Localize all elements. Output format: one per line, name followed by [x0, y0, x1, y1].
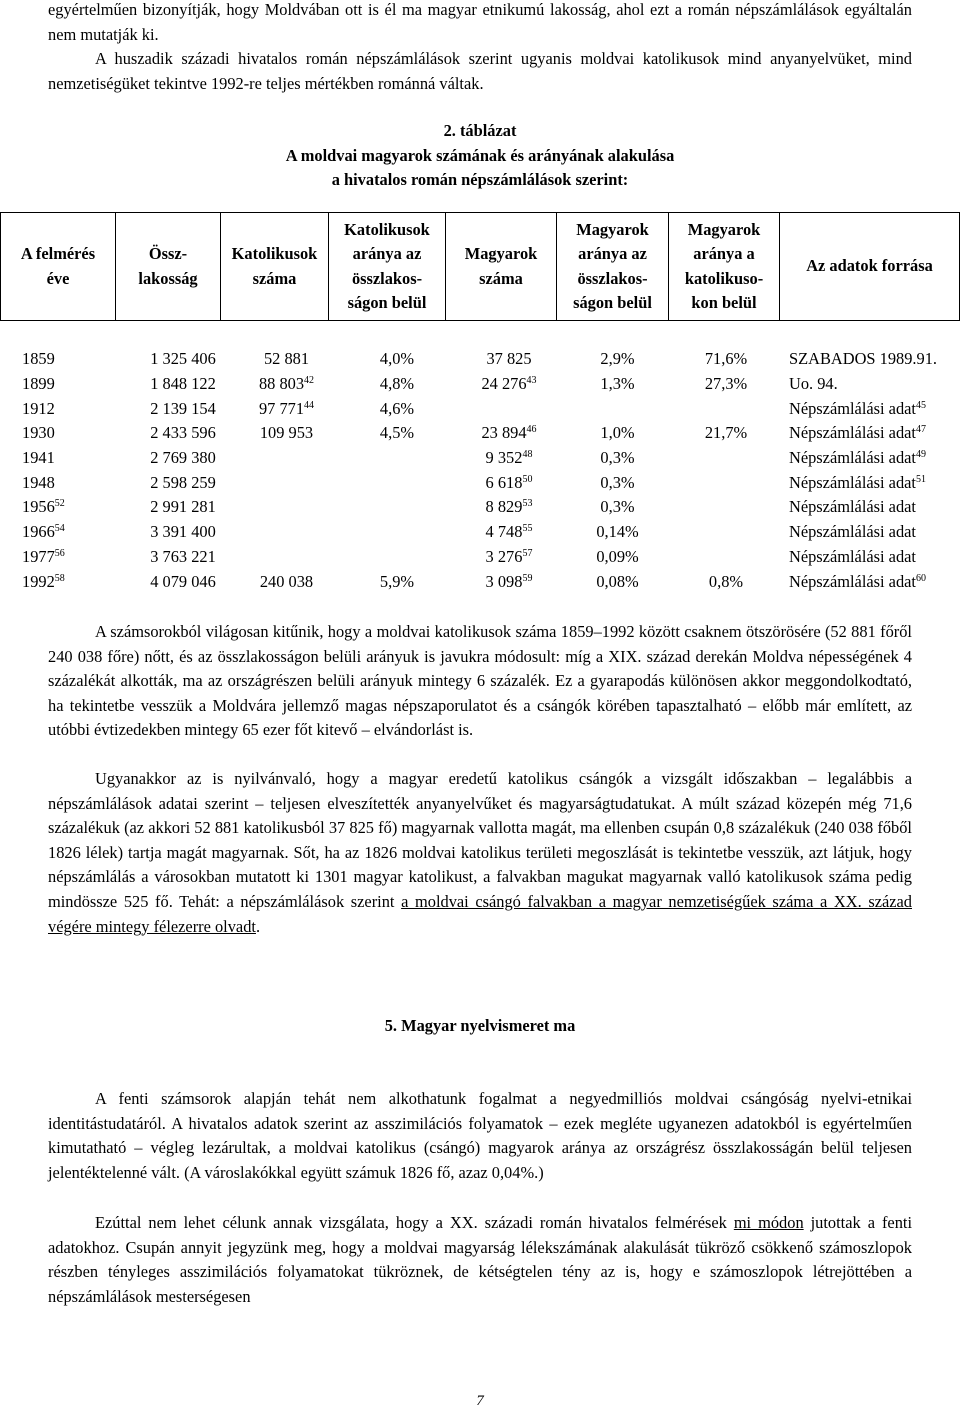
cell-population-value: 3 391 400 — [150, 522, 216, 542]
cell-hungarians-count — [455, 569, 563, 594]
cell-source-value: Népszámlálási adat — [789, 472, 916, 492]
cell-catholics-ratio — [339, 421, 455, 446]
cell-source — [780, 347, 960, 372]
cell-hungarians-count — [455, 372, 563, 397]
footnote-ref: 42 — [304, 375, 315, 387]
cell-year — [0, 347, 132, 372]
cell-hungarians-ratio — [563, 495, 672, 520]
footnote-ref: 58 — [54, 572, 65, 584]
cell-population — [132, 421, 234, 446]
cell-year-value: 1977 — [22, 546, 55, 566]
cell-source-value: Népszámlálási adat — [789, 571, 916, 591]
section-paragraph-1: A fenti számsorok alapján tehát nem alkothatunk fogalmat a negyedmilliós moldvai csángóság nyelvi-etnikai identitástudatáról. A hivatalos adatok szerint az asszimilációs folyamatok – ezek megléte ugyanezen adatokból is egyértelműen kimutatható – végleg lezárultak, a moldvai katolikus (csángó) magyarok aránya az országrész összlakosságán belül teljesen jelentéktelenné vált. (A városlakókkal együtt számuk 1826 fő, azaz 0,04%.) — [48, 1089, 912, 1182]
cell-hungarians-catholic-ratio — [672, 569, 780, 594]
cell-hungarians-catholic-ratio — [672, 520, 780, 545]
cell-year-value: 1859 — [22, 349, 55, 369]
table-row — [0, 495, 960, 520]
cell-hungarians-ratio — [563, 446, 672, 471]
cell-source — [780, 421, 960, 446]
cell-hungarians-ratio-value: 0,3% — [600, 448, 635, 468]
table-body — [0, 347, 960, 594]
cell-hungarians-count — [455, 495, 563, 520]
footnote-ref: 46 — [526, 424, 537, 436]
table-row — [0, 421, 960, 446]
header-survey-year: A felmérés éve — [1, 213, 116, 321]
header-hungarians-ratio: Magyarok aránya az összlakos- ságon belül — [557, 213, 669, 321]
cell-population-value: 1 848 122 — [150, 374, 216, 394]
cell-year-value: 1948 — [22, 472, 55, 492]
cell-hungarians-catholic-ratio — [672, 421, 780, 446]
cell-hungarians-ratio-value: 0,14% — [596, 522, 639, 542]
table-number: 2. táblázat — [443, 121, 517, 140]
cell-catholics-ratio-value: 4,6% — [379, 398, 415, 418]
cell-year — [0, 520, 132, 545]
cell-hungarians-count-value: 8 829 — [485, 497, 523, 517]
cell-hungarians-count-value: 23 894 — [481, 423, 527, 443]
cell-hungarians-count-value: 3 098 — [485, 571, 523, 591]
cell-hungarians-count — [455, 545, 563, 570]
body-paragraph-2-end: . — [255, 916, 261, 936]
cell-hungarians-count — [455, 421, 563, 446]
cell-catholics-ratio — [339, 545, 455, 570]
footnote-ref: 56 — [54, 547, 65, 559]
cell-year — [0, 470, 132, 495]
cell-source — [780, 520, 960, 545]
footnote-ref: 59 — [522, 572, 533, 584]
cell-catholics-ratio — [339, 569, 455, 594]
cell-hungarians-count — [455, 347, 563, 372]
intro-paragraph-1: egyértelműen bizonyítják, hogy Moldvában ott is él ma magyar etnikumú lakosság, ahol ezt a román népszámlálások egyáltalán nem mutatják ki. — [48, 0, 912, 44]
cell-source — [780, 545, 960, 570]
cell-hungarians-count — [455, 470, 563, 495]
cell-hungarians-ratio-value: 0,08% — [596, 571, 639, 591]
cell-year — [0, 495, 132, 520]
cell-hungarians-catholic-ratio — [672, 470, 780, 495]
header-catholics-count: Katolikusok száma — [221, 213, 329, 321]
cell-source — [780, 396, 960, 421]
section-paragraph-2-underlined: mi módon — [733, 1213, 804, 1232]
cell-catholics-ratio — [339, 446, 455, 471]
table-title-line-1: A moldvai magyarok számának és arányának alakulása — [285, 145, 675, 165]
cell-hungarians-catholic-ratio-value: 0,8% — [708, 571, 744, 591]
cell-hungarians-ratio — [563, 372, 672, 397]
cell-hungarians-count-value: 3 276 — [485, 546, 523, 566]
cell-hungarians-ratio-value: 0,09% — [596, 546, 639, 566]
cell-catholics-count — [234, 396, 339, 421]
body-paragraph-2-text: Ugyanakkor az is nyilvánvaló, hogy a magyar eredetű katolikus csángók a vizsgált időszakban – legalábbis a népszámlálások adatai szerint – teljesen elveszítették anyanyelvűket és magyarságtudatukat. A múlt század közepén még 71,6 százalékuk (az akkori 52 881 katolikusból 37 825 fő) magyarnak vallotta magát, ma ellenben csupán 0,8 százalékuk (240 038 főből 1826 lélek) tartja magát magyarnak. Sőt, ha az 1826 moldvai katolikus területi megoszlását is tekintetbe vesszük, azt látjuk, hogy népszámlálás a városokban mutatott ki 1301 magyar katolikust, a falvakban magukat magyarnak valló katolikusok száma pedig mindössze 525 fő. Tehát: a népszámlálások szerint — [48, 769, 912, 911]
footnote-ref: 43 — [526, 375, 537, 387]
cell-source-value: Népszámlálási adat — [789, 546, 916, 566]
footnote-ref: 60 — [915, 572, 926, 584]
table-row — [0, 569, 960, 594]
section-paragraph-2-a: Ezúttal nem lehet célunk annak vizsgálata, hogy a XX. századi román hivatalos felmérések — [95, 1213, 734, 1232]
cell-hungarians-catholic-ratio — [672, 372, 780, 397]
cell-hungarians-catholic-ratio-value: 21,7% — [704, 423, 748, 443]
footnote-ref: 54 — [54, 523, 65, 535]
table-row — [0, 446, 960, 471]
header-data-source: Az adatok forrása — [780, 213, 960, 321]
footnote-ref: 55 — [522, 523, 533, 535]
cell-year-value: 1956 — [22, 497, 55, 517]
cell-catholics-count-value: 97 771 — [258, 398, 305, 418]
footnote-ref: 53 — [522, 498, 533, 510]
cell-hungarians-catholic-ratio — [672, 347, 780, 372]
cell-population — [132, 396, 234, 421]
cell-catholics-ratio — [339, 347, 455, 372]
cell-hungarians-ratio — [563, 470, 672, 495]
footnote-ref: 57 — [522, 547, 533, 559]
cell-year — [0, 372, 132, 397]
cell-population-value: 2 433 596 — [150, 423, 216, 443]
cell-population-value: 2 139 154 — [150, 398, 216, 418]
cell-catholics-count — [234, 347, 339, 372]
cell-year — [0, 421, 132, 446]
header-hungarians-count: Magyarok száma — [446, 213, 557, 321]
cell-source — [780, 446, 960, 471]
cell-catholics-count-value: 109 953 — [259, 423, 314, 443]
cell-catholics-ratio — [339, 396, 455, 421]
cell-catholics-count — [234, 495, 339, 520]
cell-hungarians-ratio — [563, 347, 672, 372]
cell-hungarians-ratio-value: 1,0% — [600, 423, 635, 443]
cell-source — [780, 470, 960, 495]
cell-hungarians-catholic-ratio — [672, 396, 780, 421]
cell-population — [132, 495, 234, 520]
cell-population-value: 3 763 221 — [150, 546, 216, 566]
cell-population-value: 2 769 380 — [150, 448, 216, 468]
cell-catholics-count — [234, 520, 339, 545]
footnote-ref: 45 — [915, 399, 926, 411]
table-title-line-2: a hivatalos román népszámlálások szerint: — [331, 170, 629, 190]
cell-population — [132, 470, 234, 495]
cell-catholics-ratio — [339, 520, 455, 545]
cell-population — [132, 520, 234, 545]
cell-population-value: 4 079 046 — [150, 571, 216, 591]
footnote-ref: 47 — [915, 424, 926, 436]
cell-catholics-ratio — [339, 470, 455, 495]
cell-hungarians-ratio — [563, 421, 672, 446]
cell-catholics-count-value: 88 803 — [258, 374, 305, 394]
cell-population — [132, 347, 234, 372]
table-caption — [0, 119, 960, 193]
body-paragraph-1: A számsorokból világosan kitűnik, hogy a moldvai katolikusok száma 1859–1992 között csaknem ötszörösére (52 881 főről 240 038 főre) nőtt, és az összlakosságon belüli arányuk is javukra módosult: míg a XIX. század derekán Moldva népességének 4 százalékát alkották, ma az országrészen belüli arányuk mintegy 6 százalék. Ez a gyarapodás különösen akkor meggondolkodtató, ha tekintetbe vesszük a Moldvára jellemző magas népszaporulatot és a csángók körében tapasztalható – előbb már említett, az utóbbi évtizedekben mintegy 65 ezer főt kitevő – elvándorlást is. — [48, 622, 912, 740]
cell-year-value: 1912 — [22, 398, 55, 418]
cell-hungarians-count-value: 9 352 — [485, 448, 523, 468]
header-total-population: Össz- lakosság — [116, 213, 221, 321]
cell-hungarians-catholic-ratio-value: 27,3% — [704, 374, 748, 394]
table-row — [0, 396, 960, 421]
cell-catholics-count — [234, 446, 339, 471]
body-paragraph-2-underlined: a moldvai csángó falvakban a magyar nemzetiségűek száma a XX. század végére mintegy félezerre olvadt — [48, 891, 912, 936]
cell-catholics-count-value: 240 038 — [259, 571, 314, 591]
cell-catholics-ratio-value: 4,5% — [379, 423, 415, 443]
cell-year-value: 1941 — [22, 448, 55, 468]
cell-hungarians-catholic-ratio — [672, 446, 780, 471]
cell-population-value: 1 325 406 — [150, 349, 216, 369]
cell-population-value: 2 991 281 — [150, 497, 216, 517]
cell-population — [132, 446, 234, 471]
cell-catholics-count — [234, 421, 339, 446]
cell-hungarians-catholic-ratio-value: 71,6% — [704, 349, 748, 369]
cell-hungarians-ratio — [563, 396, 672, 421]
cell-catholics-count — [234, 372, 339, 397]
cell-catholics-count — [234, 545, 339, 570]
cell-catholics-ratio-value: 4,0% — [379, 349, 415, 369]
table-row — [0, 520, 960, 545]
footnote-ref: 49 — [915, 449, 926, 461]
cell-catholics-count — [234, 569, 339, 594]
cell-source-value: Népszámlálási adat — [789, 423, 916, 443]
table-row — [0, 545, 960, 570]
cell-hungarians-catholic-ratio — [672, 545, 780, 570]
cell-hungarians-count-value: 4 748 — [485, 522, 523, 542]
cell-population-value: 2 598 259 — [150, 472, 216, 492]
cell-hungarians-count-value: 37 825 — [486, 349, 532, 369]
cell-hungarians-catholic-ratio — [672, 495, 780, 520]
cell-source-value: SZABADOS 1989.91. — [789, 349, 937, 369]
page-number: 7 — [476, 1393, 484, 1409]
cell-source-value: Uo. 94. — [789, 374, 838, 394]
cell-catholics-count-value: 52 881 — [263, 349, 310, 369]
section-heading: 5. Magyar nyelvismeret ma — [384, 1016, 576, 1035]
intro-paragraph-2: A huszadik századi hivatalos román népszámlálások szerint ugyanis moldvai katolikusok mind anyanyelvüket, mind nemzetiségüket tekintve 1992-re teljes mértékben románná váltak. — [48, 49, 912, 93]
cell-hungarians-ratio-value: 0,3% — [600, 472, 635, 492]
cell-population — [132, 569, 234, 594]
table-row — [0, 470, 960, 495]
table-row — [0, 347, 960, 372]
cell-catholics-count — [234, 470, 339, 495]
cell-source-value: Népszámlálási adat — [789, 497, 916, 517]
header-hungarians-catholic-ratio: Magyarok aránya a katolikuso- kon belül — [669, 213, 780, 321]
cell-hungarians-ratio — [563, 569, 672, 594]
cell-source-value: Népszámlálási adat — [789, 522, 916, 542]
cell-year-value: 1966 — [22, 522, 55, 542]
footnote-ref: 50 — [522, 473, 533, 485]
header-catholics-ratio: Katolikusok aránya az összlakos- ságon belül — [329, 213, 446, 321]
cell-year-value: 1992 — [22, 571, 55, 591]
cell-year-value: 1899 — [22, 374, 55, 394]
table-row — [0, 372, 960, 397]
footnote-ref: 44 — [304, 399, 315, 411]
cell-source — [780, 569, 960, 594]
cell-catholics-ratio-value: 5,9% — [379, 571, 415, 591]
cell-year — [0, 569, 132, 594]
cell-hungarians-count-value: 6 618 — [485, 472, 523, 492]
table-header — [0, 212, 960, 321]
cell-hungarians-ratio-value: 1,3% — [600, 374, 635, 394]
cell-population — [132, 372, 234, 397]
cell-hungarians-count — [455, 446, 563, 471]
cell-hungarians-ratio — [563, 520, 672, 545]
footnote-ref: 48 — [522, 449, 533, 461]
cell-catholics-ratio-value: 4,8% — [379, 374, 415, 394]
cell-source — [780, 372, 960, 397]
cell-hungarians-count — [455, 520, 563, 545]
cell-hungarians-count-value: 24 276 — [481, 374, 527, 394]
footnote-ref: 52 — [54, 498, 65, 510]
cell-source-value: Népszámlálási adat — [789, 448, 916, 468]
section-paragraph-2 — [48, 1211, 912, 1309]
cell-catholics-ratio — [339, 495, 455, 520]
cell-source — [780, 495, 960, 520]
cell-year-value: 1930 — [22, 423, 55, 443]
cell-year — [0, 545, 132, 570]
cell-hungarians-count — [455, 396, 563, 421]
cell-year — [0, 446, 132, 471]
cell-source-value: Népszámlálási adat — [789, 398, 916, 418]
cell-year — [0, 396, 132, 421]
cell-hungarians-ratio — [563, 545, 672, 570]
cell-hungarians-ratio-value: 0,3% — [600, 497, 635, 517]
cell-population — [132, 545, 234, 570]
body-paragraph-2 — [48, 767, 912, 939]
footnote-ref: 51 — [915, 473, 926, 485]
section-paragraph-2-b: jutottak a fenti adatokhoz. Csupán annyit jegyzünk meg, hogy a moldvai magyarság lélekszámának alakulását tükröző csökkenő számoszlopok részben tényleges asszimilációs folyamatokat tükröznek, de kétségtelen tény az is, hogy e számoszlopok létrejöttében a népszámlálások mesterségesen — [48, 1213, 912, 1306]
cell-catholics-ratio — [339, 372, 455, 397]
cell-hungarians-ratio-value: 2,9% — [600, 349, 635, 369]
